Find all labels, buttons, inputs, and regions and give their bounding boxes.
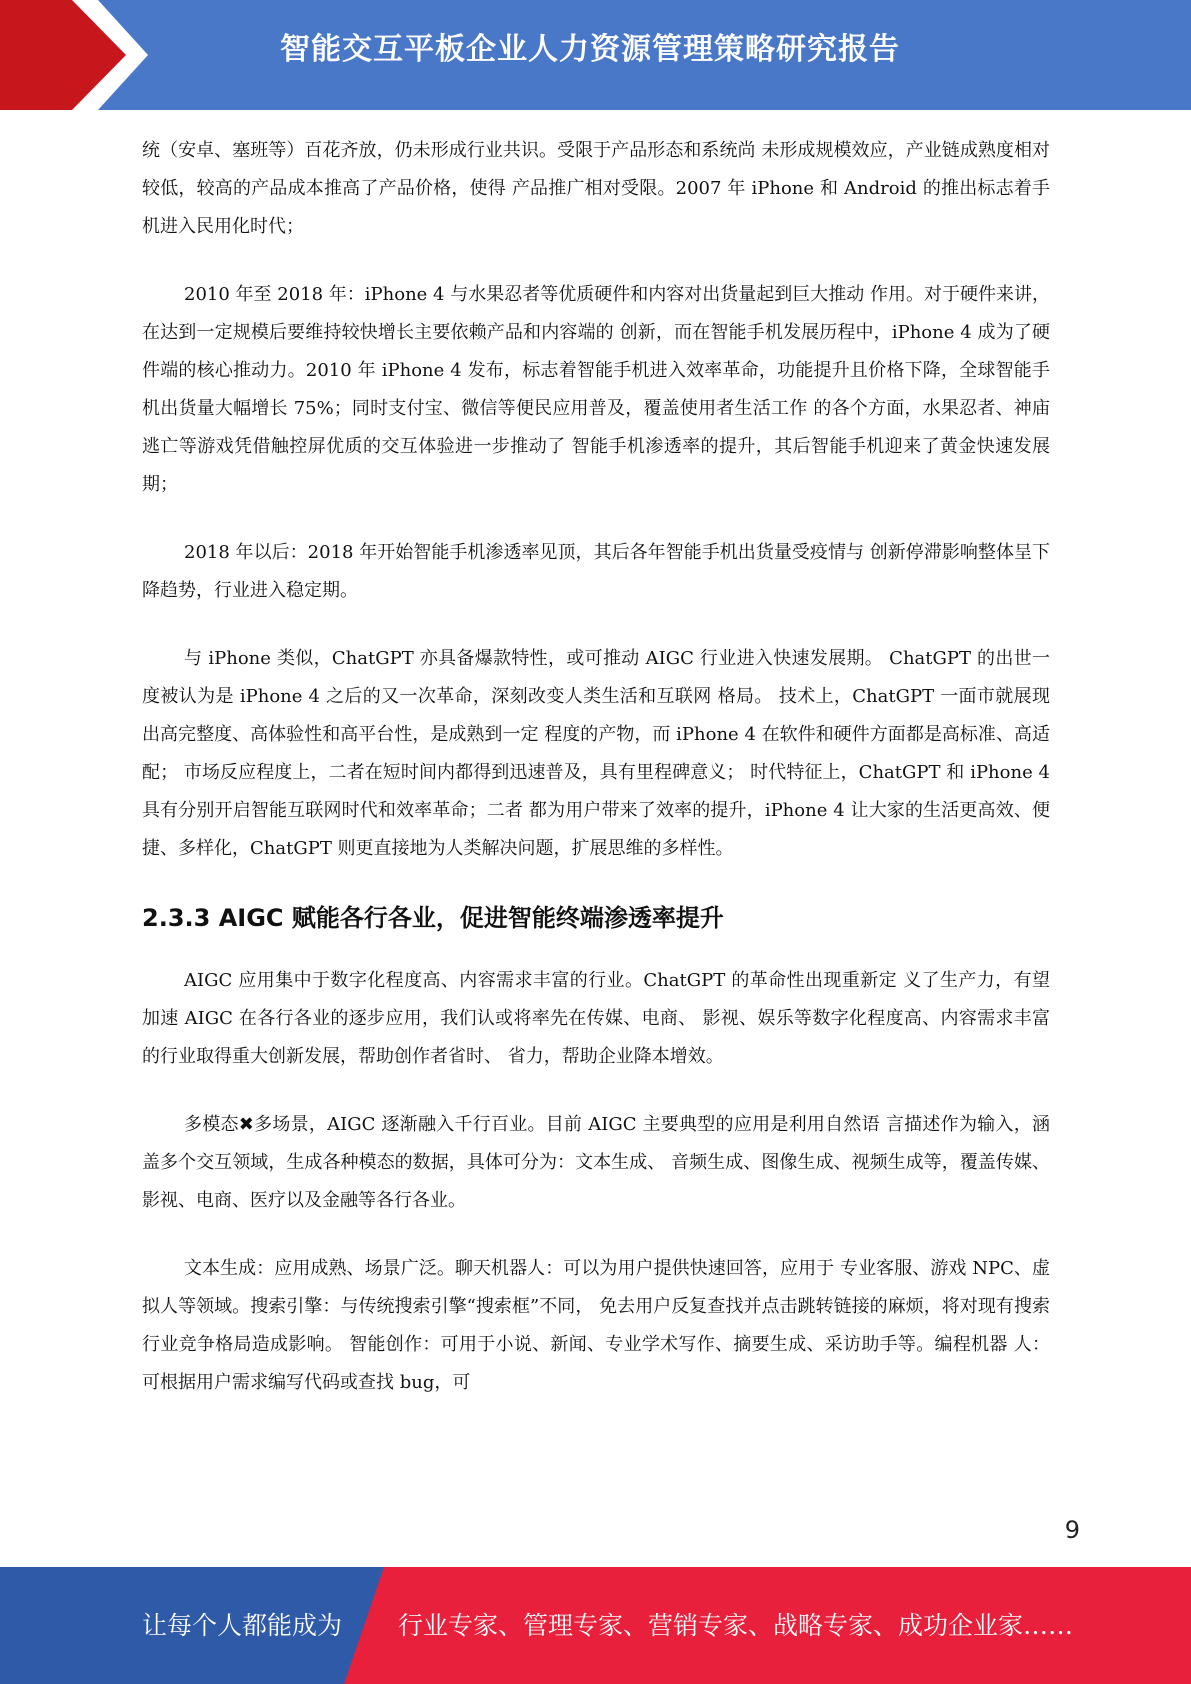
header-title: 智能交互平板企业人力资源管理策略研究报告 [280,32,900,67]
paragraph-3: 2018 年以后：2018 年开始智能手机渗透率见顶，其后各年智能手机出货量受疫情与 创新停滞影响整体呈下降趋势，行业进入稳定期。 [142,542,1050,601]
section-heading: 2.3.3 AIGC 赋能各行各业，促进智能终端渗透率提升 [142,904,724,932]
footer-slogan-right: 行业专家、管理专家、营销专家、战略专家、成功企业家…… [398,1611,1074,1640]
page-footer [0,1567,1191,1684]
section-paragraph-1: AIGC 应用集中于数字化程度高、内容需求丰富的行业。ChatGPT 的革命性出现重新定 义了生产力，有望加速 AIGC 在各行各业的逐步应用，我们认或将率先在传媒、电商、 影视、娱乐等数字化程度高、内容需求丰富的行业取得重大创新发展，帮助创作者省时、 省力，帮助企业降本增效。 [142,970,1050,1067]
section-paragraph-3: 文本生成：应用成熟、场景广泛。聊天机器人：可以为用户提供快速回答，应用于 专业客服、游戏 NPC、虚拟人等领域。搜索引擎：与传统搜索引擎“搜索框”不同， 免去用户反复查找并点击跳转链接的麻烦，将对现有搜索行业竞争格局造成影响。 智能创作：可用于小说、新闻、专业学术写作、摘要生成、采访助手等。编程机器 人：可根据用户需求编写代码或查找 bug，可 [142,1258,1050,1393]
paragraph-4: 与 iPhone 类似，ChatGPT 亦具备爆款特性，或可推动 AIGC 行业进入快速发展期。 ChatGPT 的出世一度被认为是 iPhone 4 之后的又一次革命，深刻改变人类生活和互联网 格局。 技术上，ChatGPT 一面市就展现出高完整度、高体验性和高平台性，是成熟到一定 程度的产物，而 iPhone 4 在软件和硬件方面都是高标准、高适配； 市场反应程度上，二者在短时间内都得到迅速普及，具有里程碑意义； 时代特征上，ChatGPT 和 iPhone 4 具有分别开启智能互联网时代和效率革命；二者 都为用户带来了效率的提升，iPhone 4 让大家的生活更高效、便捷、多样化，ChatGPT 则更直接地为人类解决问题，扩展思维的多样性。 [142,648,1050,859]
page-number: 9 [1064,1516,1080,1544]
paragraph-2: 2010 年至 2018 年：iPhone 4 与水果忍者等优质硬件和内容对出货量起到巨大推动 作用。对于硬件来讲，在达到一定规模后要维持较快增长主要依赖产品和内容端的 创新，而在智能手机发展历程中，iPhone 4 成为了硬件端的核心推动力。2010 年 iPhone 4 发布，标志着智能手机进入效率革命，功能提升且价格下降，全球智能手 机出货量大幅增长 75%；同时支付宝、微信等便民应用普及，覆盖使用者生活工作 的各个方面，水果忍者、神庙逃亡等游戏凭借触控屏优质的交互体验进一步推动了 智能手机渗透率的提升，其后智能手机迎来了黄金快速发展期； [142,284,1050,495]
section-paragraph-2: 多模态✖多场景，AIGC 逐渐融入千行百业。目前 AIGC 主要典型的应用是利用自然语 言描述作为输入，涵盖多个交互领域，生成各种模态的数据，具体可分为：文本生成、 音频生成、图像生成、视频生成等，覆盖传媒、影视、电商、医疗以及金融等各行各业。 [142,1114,1050,1211]
page-content [142,132,1050,1432]
footer-slogan-left: 让每个人都能成为 [142,1611,343,1640]
paragraph-1: 统（安卓、塞班等）百花齐放，仍未形成行业共识。受限于产品形态和系统尚 未形成规模效应，产业链成熟度相对较低，较高的产品成本推高了产品价格，使得 产品推广相对受限。2007 年 iPhone 和 Android 的推出标志着手机进入民用化时代； [142,140,1050,237]
page-header [0,0,1191,110]
